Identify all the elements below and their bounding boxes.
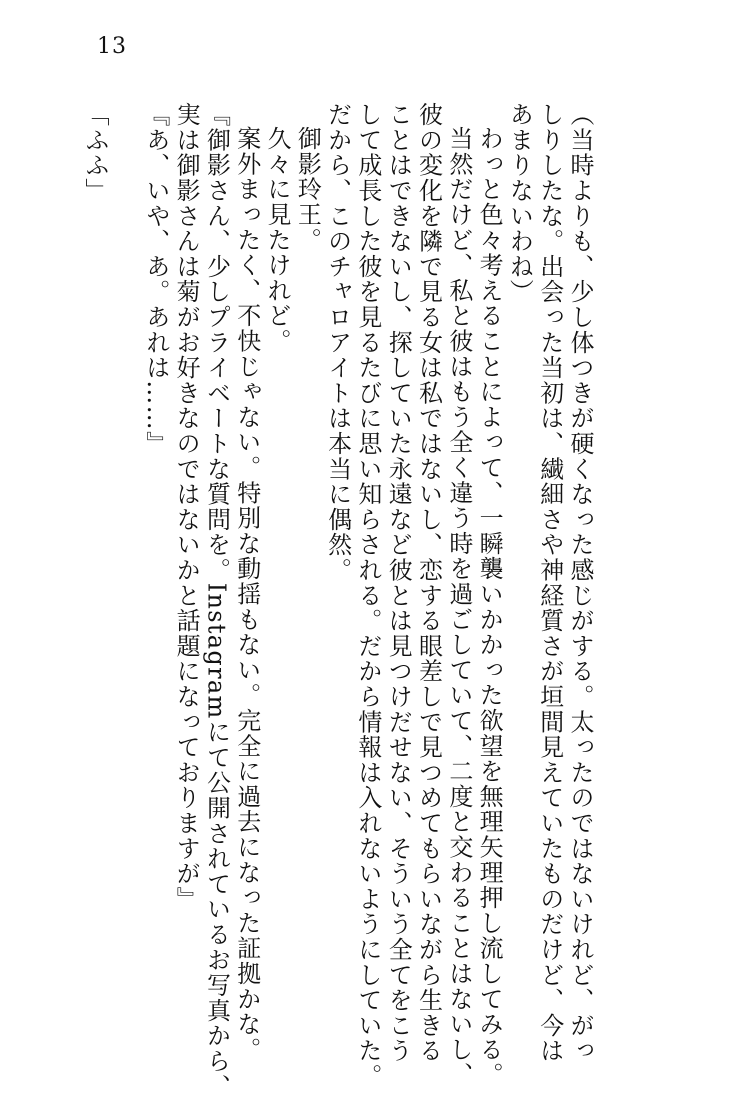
text-line: わっと色々考えることによって、一瞬襲いかかった欲望を無理矢理押し流してみる。 <box>475 126 504 1088</box>
text-line: だから、このチャロアイトは本当に偶然。 <box>323 102 352 583</box>
page-number: 13 <box>97 34 127 59</box>
text-line: 御影玲王。 <box>293 126 322 253</box>
text-line: しりしたな。出会った当初は、繊細さや神経質さが垣間見えていたものだけど、今は <box>535 102 564 1064</box>
text-line: あまりないわね） <box>505 102 534 305</box>
body-text <box>141 102 595 1099</box>
text-line: 久々に見たけれど。 <box>263 126 292 354</box>
text-line: ことはできないし、探していた永遠など彼とは見つけだせない、そういう全てをこう <box>384 102 413 1064</box>
text-line: 彼の変化を隣で見る女は私ではないし、恋する眼差しで見つめてもらいながら生きる <box>414 102 443 1064</box>
text-line: 実は御影さんは菊がお好きなのではないかと話題になっておりますが』 <box>172 102 201 912</box>
text-line: 『あ、いや、あ。あれは……』 <box>141 102 170 457</box>
text-line: （当時よりも、少し体つきが硬くなった感じがする。太ったのではないけれど、がっ <box>566 102 594 1064</box>
text-line: 当然だけど、私と彼はもう全く違う時を過ごしていて、二度と交わることはないし、 <box>444 126 473 1088</box>
text-line: 案外まったく、不快じゃない。特別な動揺もない。完全に過去になった証拠かな。 <box>232 126 261 1063</box>
final-dialogue: 「ふふ」 <box>81 102 109 204</box>
text-line: して成長した彼を見るたびに思い知らされる。だから情報は入れないようにしていた。 <box>353 102 382 1089</box>
text-line: 『御影さん、少しプライベートな質問を。Instagramにて公開されているお写真から、 <box>202 102 231 1099</box>
